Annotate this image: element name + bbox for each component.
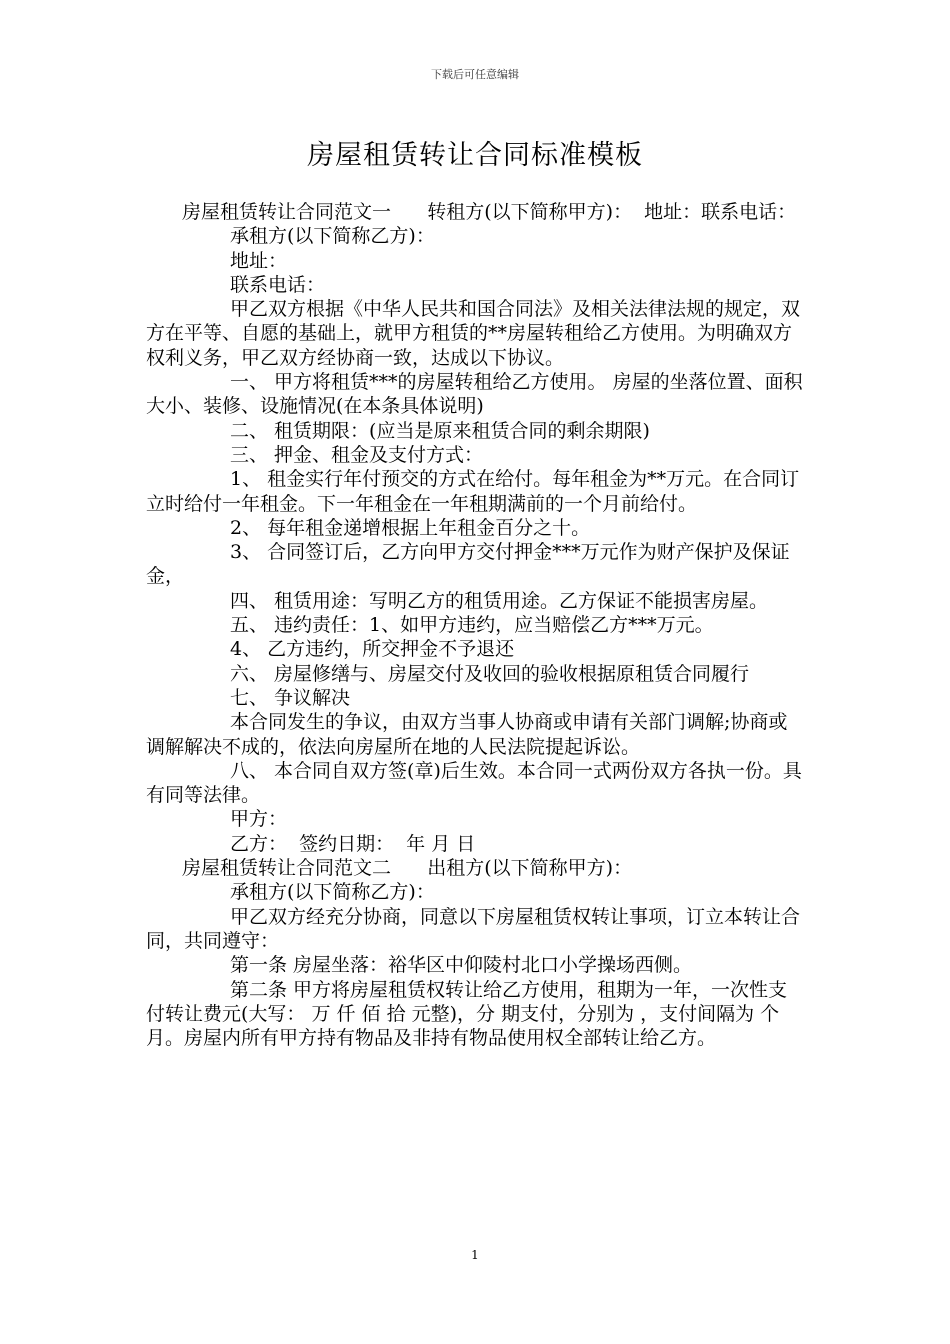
- paragraph: 2、 每年租金递增根据上年租金百分之十。: [230, 516, 591, 539]
- paragraph: 甲方：: [230, 808, 288, 831]
- paragraph: 第一条 房屋坐落：裕华区中仰陵村北口小学操场西侧。: [230, 954, 693, 977]
- paragraph: 一、 甲方将租赁***的房屋转租给乙方使用。 房屋的坐落位置、面积大小、装修、设施情况(在本条具体说明): [146, 371, 803, 418]
- paragraph: 1、 租金实行年付预交的方式在给付。每年租金为**万元。在合同订立时给付一年租金。下一年租金在一年租期满前的一个月前给付。: [146, 468, 800, 515]
- paragraph: 乙方： 签约日期： 年 月 日: [230, 832, 476, 855]
- paragraph: 二、 租赁期限：(应当是原来租赁合同的剩余期限): [230, 419, 650, 442]
- paragraph: 3、 合同签订后，乙方向甲方交付押金***万元作为财产保护及保证金，: [146, 541, 790, 588]
- paragraph: 4、 乙方违约，所交押金不予退还: [230, 638, 515, 661]
- paragraph: 五、 违约责任：1、如甲方违约，应当赔偿乙方***万元。: [230, 614, 714, 637]
- page-header-note: 下载后可任意编辑: [431, 68, 519, 81]
- paragraph: 承租方(以下简称乙方)：: [230, 225, 435, 248]
- paragraph: 三、 押金、租金及支付方式：: [230, 443, 484, 466]
- paragraph: 房屋租赁转让合同范文一 转租方(以下简称甲方)： 地址：联系电话：: [182, 201, 797, 223]
- document-body: [146, 200, 806, 1050]
- paragraph: 甲乙双方根据《中华人民共和国合同法》及相关法律法规的规定，双方在平等、自愿的基础上，就甲方租赁的**房屋转租给乙方使用。为明确双方权利义务，甲乙双方经协商一致，达成以下协议。: [146, 298, 801, 369]
- paragraph: 甲乙双方经充分协商，同意以下房屋租赁权转让事项，订立本转让合同，共同遵守：: [146, 905, 801, 952]
- paragraph: 七、 争议解决: [230, 686, 351, 709]
- paragraph: 六、 房屋修缮与、房屋交付及收回的验收根据原租赁合同履行: [230, 662, 750, 685]
- paragraph: 承租方(以下简称乙方)：: [230, 881, 435, 904]
- paragraph: 八、 本合同自双方签(章)后生效。本合同一式两份双方各执一份。具有同等法律。: [146, 759, 802, 807]
- document-title: 房屋租赁转让合同标准模板: [307, 140, 643, 171]
- page-number: 1: [471, 1248, 479, 1262]
- paragraph: 本合同发生的争议，由双方当事人协商或申请有关部门调解;协商或调解解决不成的，依法向房屋所在地的人民法院提起诉讼。: [146, 711, 788, 758]
- paragraph: 地址：: [230, 249, 288, 272]
- paragraph: 四、 租赁用途：写明乙方的租赁用途。乙方保证不能损害房屋。: [230, 589, 769, 612]
- paragraph: 联系电话：: [230, 273, 326, 296]
- paragraph: 房屋租赁转让合同范文二 出租方(以下简称甲方)：: [182, 857, 633, 880]
- paragraph: 第二条 甲方将房屋租赁权转让给乙方使用，租期为一年，一次性支付转让费元(大写： 万 仟 佰 拾 元整)，分 期支付，分别为 ，支付间隔为 个月。房屋内所有甲方持有物品及非持有物品使用权全部转让给乙方。: [146, 978, 788, 1050]
